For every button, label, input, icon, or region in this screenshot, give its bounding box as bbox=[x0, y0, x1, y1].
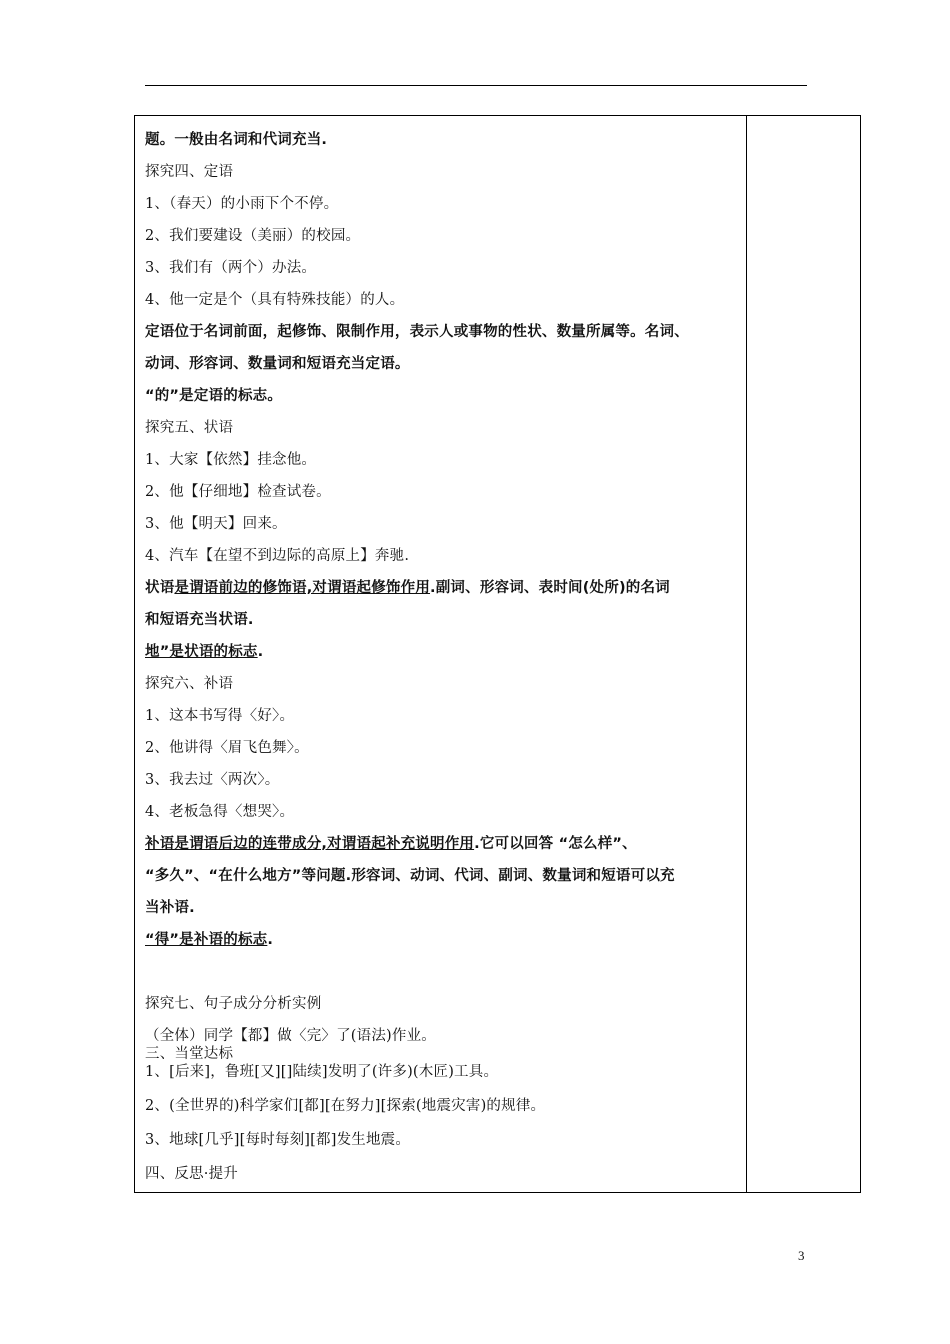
exercise-line: 1、[后来]，鲁班[又][]陆续]发明了(许多)(木匠)工具。 bbox=[145, 1064, 499, 1080]
rule-text bbox=[145, 642, 263, 662]
rule-text bbox=[145, 834, 637, 854]
content-table bbox=[134, 115, 861, 1193]
rule-text: 当补语. bbox=[145, 900, 195, 916]
example-line: 4、老板急得〈想哭〉。 bbox=[145, 804, 295, 820]
exercise-line: 2、(全世界的)科学家们[都][在努力][探索(地震灾害)的规律。 bbox=[145, 1098, 546, 1114]
text-line: 题。一般由名词和代词充当. bbox=[145, 132, 328, 148]
rule-text bbox=[145, 578, 670, 598]
example-line: 4、汽车【在望不到边际的高原上】奔驰. bbox=[145, 548, 410, 564]
exercise-line: 3、地球[几乎][每时每刻][都]发生地震。 bbox=[145, 1132, 411, 1148]
rule-text bbox=[145, 930, 273, 950]
rule-underlined: 补语是谓语后边的连带成分,对谓语起补充说明作用 bbox=[145, 836, 475, 852]
rule-term: 状语 bbox=[145, 580, 175, 596]
rule-rest: .副词、形容词、表时间(处所)的名词 bbox=[430, 580, 670, 596]
example-line: 1、大家【依然】挂念他。 bbox=[145, 452, 317, 468]
rule-underlined: 地”是状语的标志 bbox=[145, 644, 258, 660]
example-line: 3、他【明天】回来。 bbox=[145, 516, 287, 532]
section-heading: 四、反思·提升 bbox=[145, 1166, 239, 1182]
example-line: 1、（春天）的小雨下个不停。 bbox=[145, 196, 339, 212]
example-line: （全体）同学【都】做〈完〉了(语法)作业。 bbox=[145, 1028, 437, 1044]
section-heading: 三、当堂达标 bbox=[145, 1046, 234, 1062]
rule-rest: .它可以回答 “怎么样”、 bbox=[474, 836, 637, 852]
section-heading: 探究五、状语 bbox=[145, 420, 234, 436]
rule-text: “的”是定语的标志。 bbox=[145, 388, 283, 404]
rule-underlined: “得”是补语的标志 bbox=[145, 932, 268, 948]
example-line: 2、他讲得〈眉飞色舞〉。 bbox=[145, 740, 309, 756]
rule-text: “多久”、“在什么地方”等问题.形容词、动词、代词、副词、数量词和短语可以充 bbox=[145, 868, 675, 884]
rule-rest: . bbox=[257, 644, 264, 660]
rule-rest: . bbox=[267, 932, 274, 948]
example-line: 3、我去过〈两次〉。 bbox=[145, 772, 280, 788]
rule-text: 和短语充当状语. bbox=[145, 612, 254, 628]
section-heading: 探究六、补语 bbox=[145, 676, 234, 692]
rule-text: 动词、形容词、数量词和短语充当定语。 bbox=[145, 356, 410, 372]
page-number: 3 bbox=[798, 1248, 805, 1263]
example-line: 2、他【仔细地】检查试卷。 bbox=[145, 484, 331, 500]
example-line: 4、他一定是个（具有特殊技能）的人。 bbox=[145, 292, 405, 308]
rule-underlined: 是谓语前边的修饰语,对谓语起修饰作用 bbox=[174, 580, 431, 596]
section-heading: 探究七、句子成分分析实例 bbox=[145, 996, 322, 1012]
header-rule bbox=[145, 85, 807, 86]
example-line: 3、我们有（两个）办法。 bbox=[145, 260, 317, 276]
column-divider bbox=[746, 116, 747, 1192]
example-line: 1、这本书写得〈好〉。 bbox=[145, 708, 295, 724]
rule-text: 定语位于名词前面，起修饰、限制作用，表示人或事物的性状、数量所属等。名词、 bbox=[145, 324, 689, 340]
section-heading: 探究四、定语 bbox=[145, 164, 234, 180]
example-line: 2、我们要建设（美丽）的校园。 bbox=[145, 228, 361, 244]
